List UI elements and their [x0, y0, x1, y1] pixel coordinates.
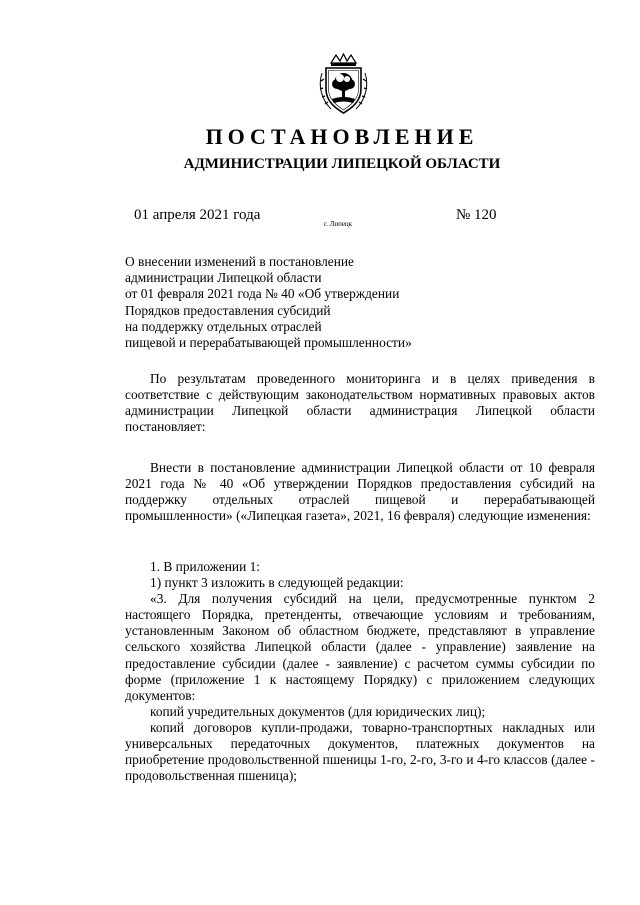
heading-line: О внесении изменений в постановление — [125, 254, 354, 269]
item-1-1: 1) пункт 3 изложить в следующей редакции: — [150, 575, 404, 591]
heading-line: на поддержку отдельных отраслей — [125, 318, 322, 334]
document-date: 01 апреля 2021 года — [134, 207, 261, 223]
document-title: ПОСТАНОВЛЕНИЕ — [205, 124, 479, 149]
heading-line: от 01 февраля 2021 года № 40 «Об утверждении — [125, 286, 400, 302]
document-list-item: копий договоров купли-продажи, товарно-транспортных накладных или универсальных передаточных документов, платежных документов на приобретение продовольственной пшеницы 1-го, 2-го, 3-го и 4-го классов (далее - продовольственная пшеница); — [125, 719, 595, 784]
heading-line: администрации Липецкой области — [125, 270, 322, 286]
item-1: 1. В приложении 1: — [150, 559, 261, 574]
heading-line: пищевой и перерабатывающей промышленности» — [125, 335, 412, 351]
document-list-item: копий учредительных документов (для юридических лиц); — [150, 703, 486, 719]
document-heading — [125, 254, 445, 351]
document-city: г. Липецк — [324, 220, 353, 228]
amendment-items — [125, 559, 595, 784]
document-number: № 120 — [456, 207, 497, 223]
amendment-paragraph: Внести в постановление администрации Липецкой области от 10 февраля 2021 года № 40 «Об утверждении Порядков предоставления субсидий на поддержку отдельных отраслей пищевой и перерабатывающей промышленности» («Липецкая газета», 2021, 16 февраля) следующие изменения: — [125, 460, 595, 524]
coat-of-arms-icon — [316, 53, 371, 115]
heading-line: Порядков предоставления субсидий — [125, 302, 331, 318]
document-subtitle: АДМИНИСТРАЦИИ ЛИПЕЦКОЙ ОБЛАСТИ — [183, 156, 501, 172]
intro-paragraph: По результатам проведенного мониторинга и в целях приведения в соответствие с действующим законодательством нормативных правовых актов администрации Липецкой области администрация Липецкой области постановляет: — [125, 371, 595, 435]
quoted-clause-3: «3. Для получения субсидий на цели, предусмотренные пунктом 2 настоящего Порядка, претенденты, отвечающие условиям и требованиям, установленным Законом об областном бюджете, представляют в управление сельского хозяйства Липецкой области (далее - управление) заявление на предоставление субсидии (далее - заявление) с расчетом суммы субсидии по форме (приложение 1 к настоящему Порядку) с приложением следующих документов: — [125, 591, 595, 703]
